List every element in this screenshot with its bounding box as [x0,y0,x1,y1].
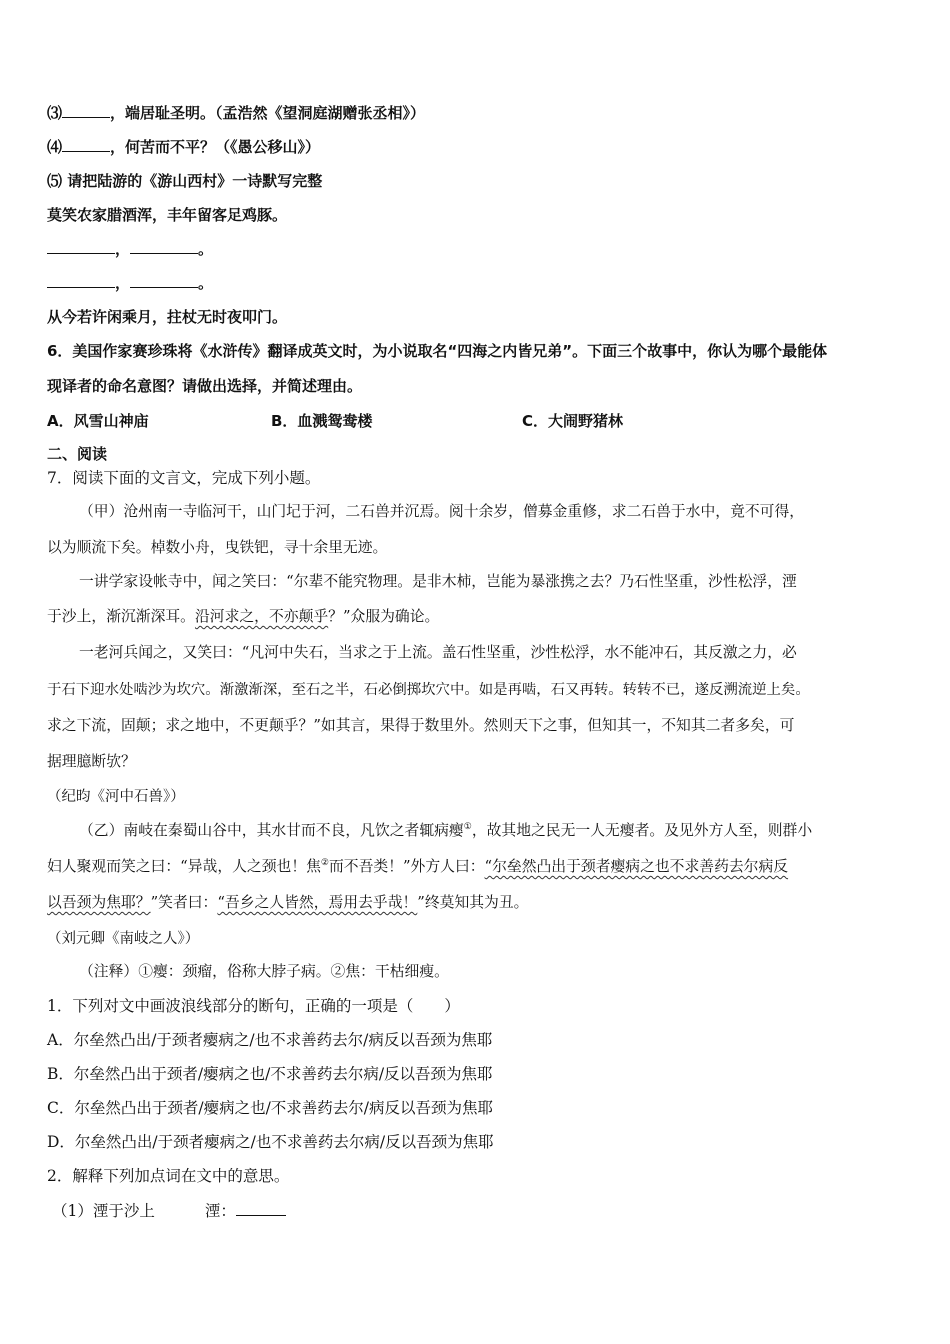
footnote-mark-1: ① [463,822,472,832]
poem-comma: ， [115,240,131,258]
yi-b2: 而不吾类！”外方人曰： [329,858,485,875]
yi-c4: ”终莫知其为丑。 [417,894,529,911]
jia-p2-b [47,607,439,627]
section-heading: 二、阅读 [47,445,108,463]
q3-line [47,103,425,123]
q6-option-a: A．风雪山神庙 [47,412,149,430]
poem-line-2 [47,239,213,259]
poem-line-1: 莫笑农家腊酒浑，丰年留客足鸡豚。 [47,206,288,224]
sub2-question: 2．解释下列加点词在文中的意思。 [47,1167,290,1185]
jia-p3-d: 据理臆断欤？ [47,753,136,770]
poem-blank-2b[interactable] [130,239,198,254]
poem-blank-3a[interactable] [47,273,115,288]
yi-wavy-2: 以吾颈为焦耶？ [47,894,151,911]
jia-p2-a: 一讲学家设帐寺中，闻之笑曰：“尔辈不能究物理。是非木柿，岂能为暴涨携之去？乃石性坚重，沙性松浮，湮 [79,573,797,590]
q4-text: ，何苦而不平？（《愚公移山》） [110,138,321,156]
yi-a1: （乙）南岐在秦蜀山谷中，其水甘而不良，凡饮之者辄病瘿 [79,822,464,839]
sub1-option-a[interactable]: A．尔垒然凸出/于颈者瘿病之/也不求善药去尔/病反以吾颈为焦耶 [47,1031,493,1049]
poem-blank-2a[interactable] [47,239,115,254]
jia-source: （纪昀《河中石兽》） [47,789,185,805]
yi-line-c [47,893,528,913]
annotation-note: （注释）①瘿：颈瘤，俗称大脖子病。②焦：干枯细瘦。 [79,963,449,980]
jia-p2-b3: ？”众服为确论。 [328,608,440,625]
sub1-option-c[interactable]: C．尔垒然凸出于颈者/瘿病之也/不求善药去尔/病反以吾颈为焦耶 [47,1099,494,1117]
jia-p2-underlined: 沿河求之，不亦颠乎 [194,608,329,625]
sub1-question: 1．下列对文中画波浪线部分的断句，正确的一项是（ ） [47,997,460,1015]
q4-blank[interactable] [62,137,110,152]
poem-blank-3b[interactable] [130,273,198,288]
yi-underlined: “吾乡之人皆然，焉用去乎哉！ [217,894,418,911]
q4-label: ⑷ [47,138,63,156]
q6-text-a: 6．美国作家赛珍珠将《水浒传》翻译成英文时，为小说取名“四海之内皆兄弟”。下面三个故事中，你认为哪个最能体 [47,342,828,360]
yi-wavy-1: “尔垒然凸出于颈者瘿病之也不求善药去尔病反 [484,858,789,875]
sub2-item1-word: 湮： [204,1202,236,1220]
jia-p3-c: 求之下流，固颠；求之地中，不更颠乎？”如其言，果得于数里外。然则天下之事，但知其一，不知其二者多矣，可 [47,717,795,734]
q6-text-b: 现译者的命名意图？请做出选择，并简述理由。 [47,377,363,395]
yi-source: （刘元卿《南岐之人》） [47,931,200,947]
poem-line-3 [47,273,213,293]
sub2-item1 [52,1201,286,1221]
jia-p1-a: （甲）沧州南一寺临河干，山门圮于河，二石兽并沉焉。阅十余岁，僧募金重修，求二石兽于水中，竟不可得， [79,503,805,520]
sub2-item1-blank[interactable] [236,1201,286,1216]
jia-p2-b1: 于沙上，渐沉渐深耳。 [47,608,195,625]
yi-c2: ”笑者曰： [150,894,218,911]
q3-blank[interactable] [62,103,110,118]
sub1-option-b[interactable]: B．尔垒然凸出于颈者/瘿病之也/不求善药去尔病/反以吾颈为焦耶 [47,1065,493,1083]
poem-line-4: 从今若许闲乘月，拄杖无时夜叩门。 [47,308,288,326]
sub2-item1-text: （1）湮于沙上 [52,1202,155,1220]
yi-line-b [47,857,788,877]
q7-intro: 7．阅读下面的文言文，完成下列小题。 [47,469,321,487]
q6-option-c: C．大闹野猪林 [522,412,624,430]
q5-prompt: ⑸ 请把陆游的《游山西村》一诗默写完整 [47,172,323,190]
q3-label: ⑶ [47,104,63,122]
poem-comma: ， [115,274,131,292]
poem-period: 。 [198,274,214,292]
jia-p1-b: 以为顺流下矣。棹数小舟，曳铁钯，寻十余里无迹。 [47,539,388,556]
yi-line-a [79,821,812,841]
yi-b1: 妇人聚观而笑之曰：“异哉，人之颈也！焦 [47,858,321,875]
jia-p3-a: 一老河兵闻之，又笑曰：“凡河中失石，当求之于上流。盖石性坚重，沙性松浮，水不能冲石，其反激之力，必 [79,644,797,661]
poem-period: 。 [198,240,214,258]
yi-a2: ，故其地之民无一人无瘿者。及见外方人至，则群小 [471,822,813,839]
q4-line [47,137,320,157]
footnote-mark-2: ② [320,858,329,868]
sub1-option-d[interactable]: D．尔垒然凸出/于颈者瘿病之/也不求善药去尔病/反以吾颈为焦耶 [47,1133,494,1151]
jia-p3-b: 于石下迎水处啮沙为坎穴。渐激渐深，至石之半，石必倒掷坎穴中。如是再啮，石又再转。转转不已，遂反溯流逆上矣。 [47,682,810,698]
q6-option-b: B．血溅鸳鸯楼 [271,412,373,430]
q3-text: ，端居耻圣明。（孟浩然《望洞庭湖赠张丞相》） [110,104,426,122]
